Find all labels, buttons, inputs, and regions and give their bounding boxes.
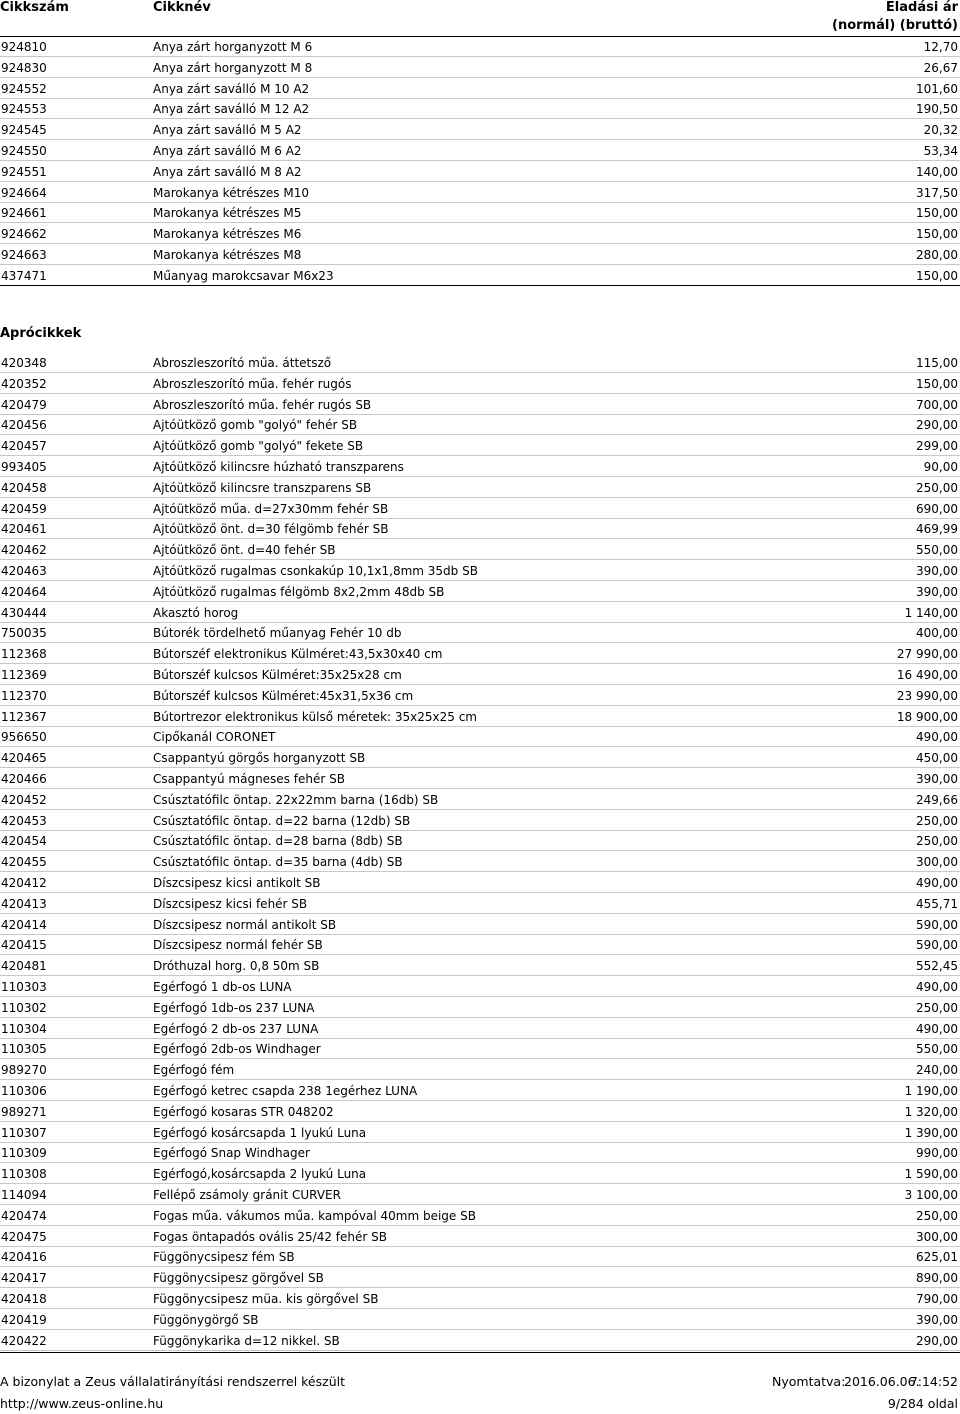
table-row: [0, 1247, 960, 1267]
table-row: [0, 727, 960, 747]
item-code: 420459: [1, 501, 47, 516]
print-date: 2016.06.06.: [844, 1374, 920, 1389]
item-price: 280,00: [916, 248, 958, 262]
item-name: Abroszleszorító műa. áttetsző: [153, 356, 332, 370]
item-name: Csappantyú görgős horganyzott SB: [153, 751, 366, 766]
item-name: Bútorszéf kulcsos Külméret:35x25x28 cm: [153, 668, 402, 682]
table-row: [0, 1310, 960, 1330]
item-name: Ajtóütköző kilincsre transzparens SB: [153, 480, 372, 495]
item-code: 420452: [1, 792, 47, 807]
item-name: Csúsztatófilc öntap. 22x22mm barna (16db) SB: [153, 792, 439, 807]
item-name: Egérfogó kosárcsapda 1 lyukú Luna: [153, 1125, 367, 1140]
item-name: Egérfogó 2db-os Windhager: [153, 1042, 321, 1057]
item-price: 300,00: [916, 855, 958, 870]
item-price: 1 140,00: [904, 605, 958, 620]
table-row: [0, 852, 960, 872]
item-code: 110306: [1, 1084, 47, 1098]
item-name: Ajtóütköző gomb "golyó" fekete SB: [153, 439, 364, 454]
table-row: [0, 58, 960, 78]
table-row: [0, 831, 960, 851]
footer-text: A bizonylat a Zeus vállalatirányítási rendszerrel készült: [0, 1374, 345, 1389]
item-price: 552,45: [916, 959, 958, 974]
table-row: [0, 415, 960, 435]
item-price: 53,34: [923, 144, 958, 158]
item-code: 420475: [1, 1229, 47, 1244]
item-name: Marokanya kétrészes M6: [153, 227, 302, 242]
item-code: 924664: [1, 185, 47, 200]
item-name: Függönycsipesz fém SB: [153, 1250, 295, 1265]
item-name: Ajtóütköző kilincsre húzható transzparens: [153, 460, 404, 474]
item-code: 112367: [1, 709, 47, 724]
table-row: [0, 1331, 960, 1351]
column-header-name: Cikknév: [153, 0, 211, 15]
item-price: 790,00: [916, 1292, 958, 1306]
item-price: 27 990,00: [896, 647, 958, 662]
table-row: [0, 1102, 960, 1122]
print-label: Nyomtatva:: [772, 1374, 846, 1389]
table-row: [0, 1039, 960, 1059]
table-row: [0, 99, 960, 119]
table-row: [0, 769, 960, 789]
item-name: Fellépő zsámoly gránit CURVER: [153, 1188, 341, 1202]
item-code: 750035: [1, 626, 47, 641]
table-row: [0, 245, 960, 265]
column-header-price-sub: (normál) (bruttó): [832, 18, 958, 33]
item-code: 420465: [1, 751, 47, 766]
table-row: [0, 1289, 960, 1309]
item-name: Anya zárt saválló M 10 A2: [153, 81, 310, 96]
table-row: [0, 1268, 960, 1288]
item-price: 1 590,00: [904, 1167, 958, 1182]
item-price: 625,01: [916, 1250, 958, 1265]
table-row: [0, 1123, 960, 1143]
item-name: Csúsztatófilc öntap. d=22 barna (12db) SB: [153, 813, 411, 828]
table-row: [0, 203, 960, 223]
table-row: [0, 1206, 960, 1226]
item-code: 924662: [1, 227, 47, 242]
item-price: 290,00: [916, 418, 958, 433]
item-name: Egérfogó,kosárcsapda 2 lyukú Luna: [153, 1167, 367, 1182]
table-row: [0, 1164, 960, 1184]
item-price: 20,32: [923, 123, 958, 138]
item-name: Függönycsipesz görgővel SB: [153, 1271, 324, 1286]
item-name: Műanyag marokcsavar M6x23: [153, 268, 334, 283]
item-price: 101,60: [916, 81, 958, 96]
item-price: 450,00: [916, 751, 958, 766]
item-code: 420464: [1, 584, 47, 599]
item-name: Ajtóütköző műa. d=27x30mm fehér SB: [153, 501, 389, 516]
item-name: Bútorszéf elektronikus Külméret:43,5x30x40 cm: [153, 647, 443, 662]
table-row: [0, 686, 960, 706]
item-code: 437471: [1, 268, 47, 283]
item-name: Ajtóütköző önt. d=30 félgömb fehér SB: [153, 522, 389, 537]
item-price: 890,00: [916, 1271, 958, 1286]
item-price: 18 900,00: [896, 709, 958, 724]
item-name: Egérfogó 1db-os 237 LUNA: [153, 1000, 315, 1015]
item-price: 469,99: [916, 522, 958, 537]
item-code: 420462: [1, 543, 47, 558]
item-price: 140,00: [916, 164, 958, 179]
item-name: Cipőkanál CORONET: [153, 730, 276, 745]
item-price: 550,00: [916, 543, 958, 558]
table-row: [0, 998, 960, 1018]
item-code: 993405: [1, 460, 47, 474]
item-name: Egérfogó 1 db-os LUNA: [153, 980, 292, 994]
item-price: 1 390,00: [904, 1125, 958, 1140]
item-price: 317,50: [916, 185, 958, 200]
item-code: 110309: [1, 1146, 47, 1161]
item-price: 250,00: [916, 813, 958, 828]
item-price: 590,00: [916, 917, 958, 932]
item-code: 420461: [1, 522, 47, 537]
item-name: Díszcsipesz normál fehér SB: [153, 938, 323, 953]
table-row: [0, 353, 960, 373]
item-code: 420479: [1, 397, 47, 412]
item-code: 420412: [1, 876, 47, 890]
item-code: 110308: [1, 1167, 47, 1182]
table-row: [0, 582, 960, 602]
item-code: 420352: [1, 376, 47, 391]
item-price: 115,00: [916, 356, 958, 370]
item-price: 150,00: [916, 376, 958, 391]
table-row: [0, 37, 960, 57]
item-code: 924550: [1, 144, 47, 158]
item-name: Marokanya kétrészes M10: [153, 185, 309, 200]
column-header-code: Cikkszám: [0, 0, 69, 15]
item-name: Fogas műa. vákumos műa. kampóval 40mm beige SB: [153, 1208, 476, 1223]
item-name: Fogas öntapadós ovális 25/42 fehér SB: [153, 1229, 387, 1244]
item-code: 112368: [1, 647, 47, 662]
table-row: [0, 623, 960, 643]
table-row: [0, 374, 960, 394]
item-code: 924661: [1, 206, 47, 221]
item-price: 150,00: [916, 206, 958, 221]
item-price: 240,00: [916, 1063, 958, 1078]
item-price: 1 320,00: [904, 1104, 958, 1119]
table-row: [0, 665, 960, 685]
item-name: Egérfogó 2 db-os 237 LUNA: [153, 1021, 319, 1036]
item-price: 3 100,00: [904, 1188, 958, 1202]
item-name: Egérfogó fém: [153, 1063, 235, 1078]
item-name: Bútorék tördelhető műanyag Fehér 10 db: [153, 626, 402, 641]
item-price: 250,00: [916, 1000, 958, 1015]
item-price: 12,70: [923, 40, 958, 54]
item-code: 420463: [1, 564, 47, 578]
table-row: [0, 748, 960, 768]
item-name: Dróthuzal horg. 0,8 50m SB: [153, 959, 320, 974]
item-price: 250,00: [916, 834, 958, 849]
item-code: 114094: [1, 1188, 47, 1202]
item-code: 420458: [1, 480, 47, 495]
item-name: Anya zárt saválló M 8 A2: [153, 164, 302, 179]
table-row: [0, 519, 960, 539]
item-code: 420348: [1, 356, 47, 370]
table-row: [0, 478, 960, 498]
item-name: Marokanya kétrészes M5: [153, 206, 302, 221]
table-row: [0, 120, 960, 140]
item-name: Ajtóütköző önt. d=40 fehér SB: [153, 543, 336, 558]
item-name: Anya zárt horganyzott M 8: [153, 60, 313, 75]
item-code: 110302: [1, 1000, 47, 1015]
table-row: [0, 436, 960, 456]
item-price: 90,00: [923, 460, 958, 474]
item-name: Függönycsipesz müa. kis görgővel SB: [153, 1292, 379, 1306]
table-row: [0, 1227, 960, 1247]
table-row: [0, 873, 960, 893]
table-row: [0, 707, 960, 727]
item-name: Bútortrezor elektronikus külső méretek: 35x25x25 cm: [153, 709, 477, 724]
item-code: 430444: [1, 605, 47, 620]
item-price: 250,00: [916, 1208, 958, 1223]
item-code: 110304: [1, 1021, 47, 1036]
item-code: 420419: [1, 1312, 47, 1327]
section-title: Aprócikkek: [0, 326, 82, 341]
item-price: 990,00: [916, 1146, 958, 1161]
table-row: [0, 499, 960, 519]
table-header: [0, 0, 960, 40]
print-time: 7:14:52: [909, 1374, 958, 1389]
column-header-price: Eladási ár: [885, 0, 958, 15]
table-row: [0, 977, 960, 997]
footer-url-link[interactable]: http://www.zeus-online.hu: [0, 1396, 164, 1411]
item-code: 420474: [1, 1208, 47, 1223]
item-name: Marokanya kétrészes M8: [153, 248, 302, 262]
item-price: 490,00: [916, 730, 958, 745]
table-row: [0, 811, 960, 831]
item-price: 299,00: [916, 439, 958, 454]
item-name: Csúsztatófilc öntap. d=28 barna (8db) SB: [153, 834, 403, 849]
table-row: [0, 790, 960, 810]
item-code: 924553: [1, 102, 47, 117]
item-name: Abroszleszorító műa. fehér rugós: [153, 376, 352, 391]
item-code: 420422: [1, 1333, 47, 1348]
item-code: 924551: [1, 164, 47, 179]
item-price: 290,00: [916, 1333, 958, 1348]
item-price: 390,00: [916, 584, 958, 599]
item-price: 590,00: [916, 938, 958, 953]
item-name: Anya zárt saválló M 5 A2: [153, 123, 302, 138]
item-code: 924663: [1, 248, 47, 262]
table-row: [0, 1060, 960, 1080]
item-name: Abroszleszorító műa. fehér rugós SB: [153, 397, 372, 412]
item-price: 300,00: [916, 1229, 958, 1244]
item-price: 550,00: [916, 1042, 958, 1057]
table-row: [0, 540, 960, 560]
table-row: [0, 79, 960, 99]
item-name: Anya zárt saválló M 6 A2: [153, 144, 302, 158]
item-code: 956650: [1, 730, 47, 745]
item-name: Díszcsipesz kicsi fehér SB: [153, 896, 308, 911]
table-row: [0, 1143, 960, 1163]
item-code: 420416: [1, 1250, 47, 1265]
table-row: [0, 603, 960, 623]
item-price: 26,67: [923, 60, 958, 75]
item-name: Ajtóütköző rugalmas csonkakúp 10,1x1,8mm 35db SB: [153, 564, 478, 578]
item-price: 1 190,00: [904, 1084, 958, 1098]
item-price: 490,00: [916, 876, 958, 890]
item-name: Ajtóütköző gomb "golyó" fehér SB: [153, 418, 358, 433]
table-row: [0, 183, 960, 203]
item-price: 150,00: [916, 268, 958, 283]
item-name: Anya zárt saválló M 12 A2: [153, 102, 310, 117]
item-name: Egérfogó Snap Windhager: [153, 1146, 310, 1161]
item-name: Akasztó horog: [153, 605, 239, 620]
item-name: Díszcsipesz normál antikolt SB: [153, 917, 337, 932]
item-price: 390,00: [916, 564, 958, 578]
item-price: 400,00: [916, 626, 958, 641]
table-row: [0, 915, 960, 935]
item-name: Csúsztatófilc öntap. d=35 barna (4db) SB: [153, 855, 403, 870]
item-price: 700,00: [916, 397, 958, 412]
item-price: 490,00: [916, 980, 958, 994]
item-name: Egérfogó kosaras STR 048202: [153, 1104, 334, 1119]
item-code: 420418: [1, 1292, 47, 1306]
item-code: 110305: [1, 1042, 47, 1057]
item-code: 924830: [1, 60, 47, 75]
table-row: [0, 141, 960, 161]
item-code: 420453: [1, 813, 47, 828]
item-code: 420466: [1, 772, 47, 786]
item-code: 420455: [1, 855, 47, 870]
item-name: Bútorszéf kulcsos Külméret:45x31,5x36 cm: [153, 688, 414, 703]
item-code: 924810: [1, 40, 47, 54]
item-price: 390,00: [916, 1312, 958, 1327]
table-row: [0, 1185, 960, 1205]
item-code: 420415: [1, 938, 47, 953]
item-code: 112369: [1, 668, 47, 682]
item-name: Egérfogó ketrec csapda 238 1egérhez LUNA: [153, 1084, 418, 1098]
item-name: Anya zárt horganyzott M 6: [153, 40, 313, 54]
table-row: [0, 395, 960, 415]
item-name: Függönykarika d=12 nikkel. SB: [153, 1333, 340, 1348]
table-row: [0, 935, 960, 955]
table-row: [0, 1019, 960, 1039]
table-row: [0, 162, 960, 182]
table-row: [0, 1081, 960, 1101]
item-name: Csappantyú mágneses fehér SB: [153, 772, 345, 786]
item-code: 420454: [1, 834, 47, 849]
item-code: 420417: [1, 1271, 47, 1286]
item-name: Díszcsipesz kicsi antikolt SB: [153, 876, 321, 890]
item-code: 989270: [1, 1063, 47, 1078]
item-price: 249,66: [916, 792, 958, 807]
item-price: 455,71: [916, 896, 958, 911]
table-row: [0, 224, 960, 244]
item-name: Függönygörgő SB: [153, 1312, 259, 1327]
item-code: 924552: [1, 81, 47, 96]
item-code: 112370: [1, 688, 47, 703]
item-code: 110307: [1, 1125, 47, 1140]
table-row: [0, 561, 960, 581]
item-price: 250,00: [916, 480, 958, 495]
table-row: [0, 266, 960, 286]
item-code: 420456: [1, 418, 47, 433]
item-code: 110303: [1, 980, 47, 994]
item-code: 420481: [1, 959, 47, 974]
item-code: 420413: [1, 896, 47, 911]
item-code: 924545: [1, 123, 47, 138]
footer-rule: [0, 1352, 960, 1353]
group-end-rule: [0, 285, 960, 286]
item-name: Ajtóütköző rugalmas félgömb 8x2,2mm 48db SB: [153, 584, 445, 599]
table-row: [0, 457, 960, 477]
item-price: 690,00: [916, 501, 958, 516]
page-number: 9/284 oldal: [887, 1396, 958, 1411]
item-code: 989271: [1, 1104, 47, 1119]
item-price: 16 490,00: [896, 668, 958, 682]
item-code: 420414: [1, 917, 47, 932]
item-code: 420457: [1, 439, 47, 454]
item-price: 390,00: [916, 772, 958, 786]
item-price: 150,00: [916, 227, 958, 242]
table-row: [0, 644, 960, 664]
item-price: 23 990,00: [896, 688, 958, 703]
table-row: [0, 894, 960, 914]
item-price: 490,00: [916, 1021, 958, 1036]
item-price: 190,50: [916, 102, 958, 117]
table-row: [0, 956, 960, 976]
